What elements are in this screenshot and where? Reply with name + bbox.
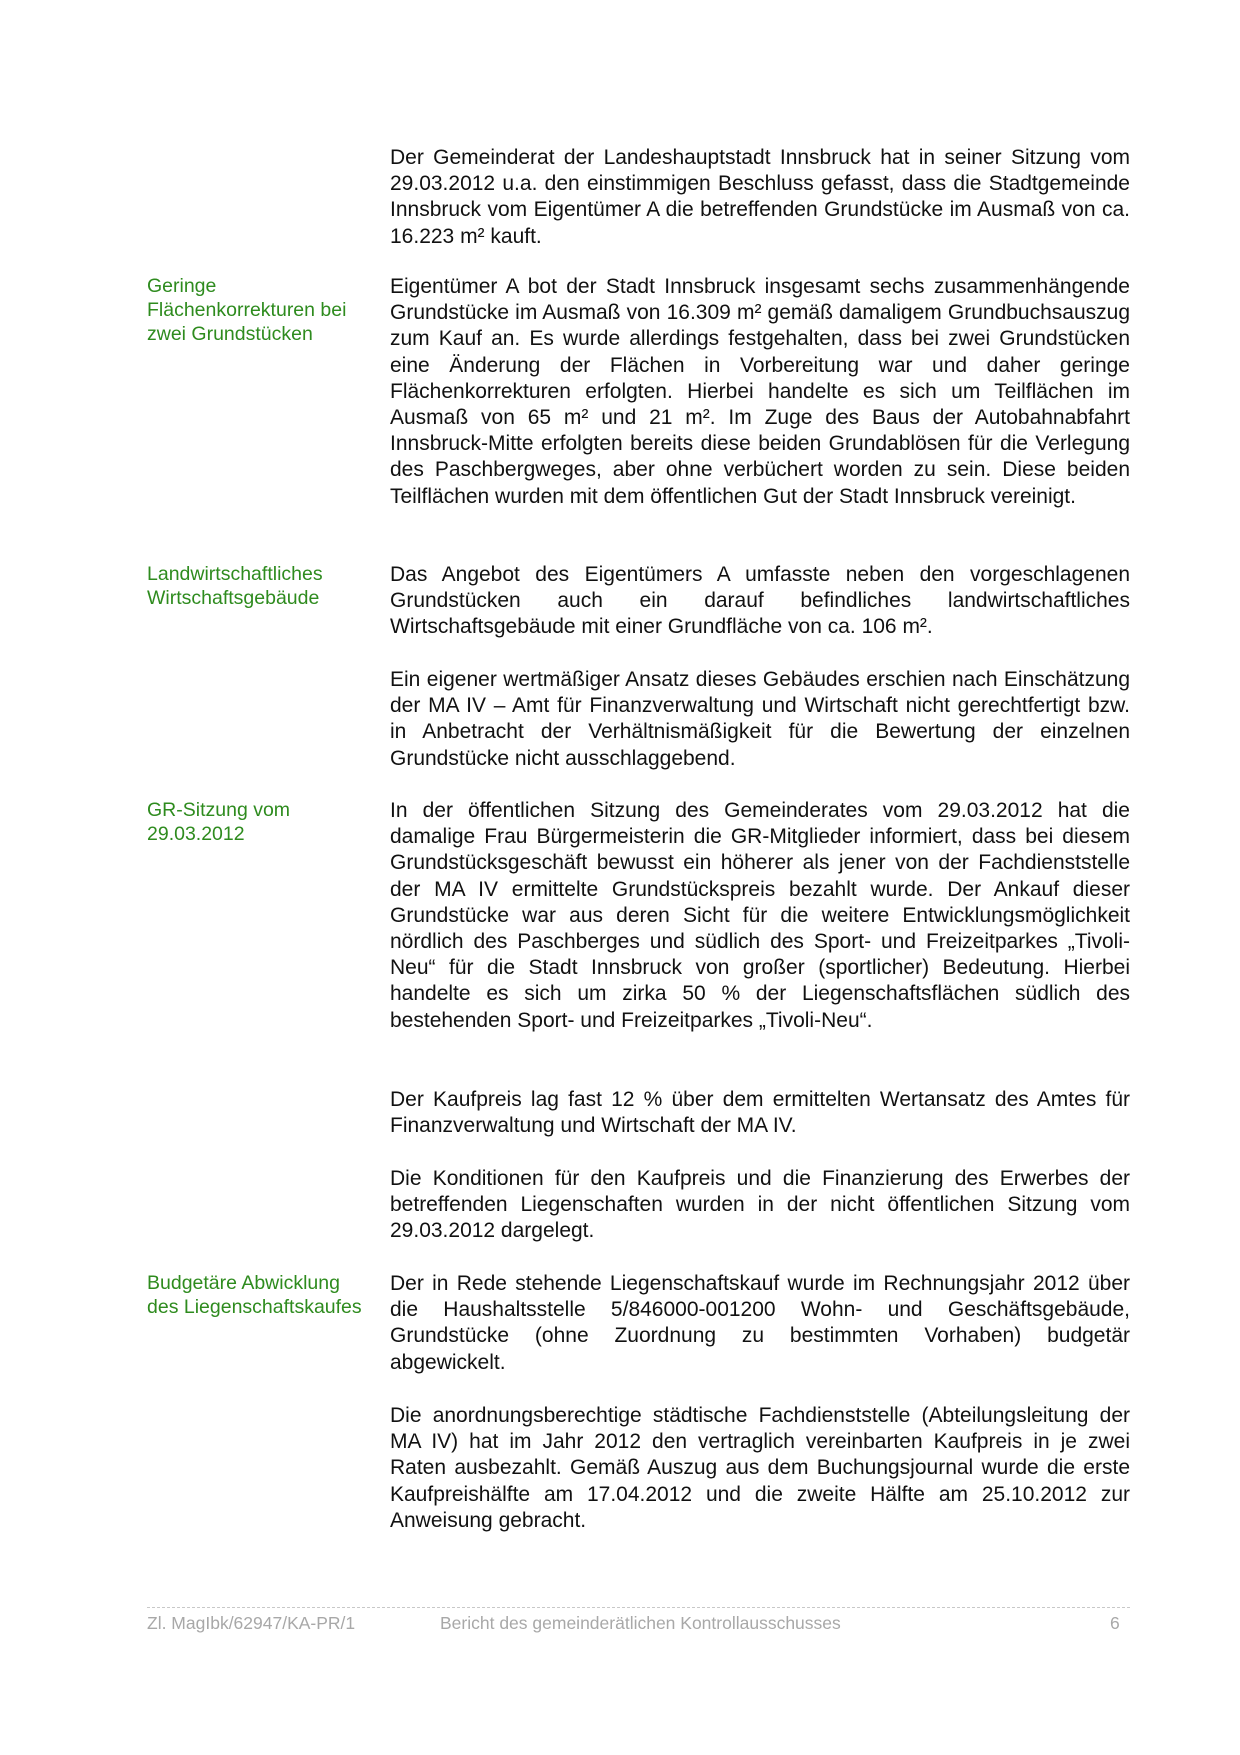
section-budget-raten: [147, 1403, 1130, 1532]
footer-reference: Zl. MagIbk/62947/KA-PR/1: [147, 1613, 356, 1633]
margin-note: GR-Sitzung vom 29.03.2012: [147, 799, 291, 845]
paragraph: In der öffentlichen Sitzung des Gemeinderates vom 29.03.2012 hat die damalige Frau Bürgermeisterin die GR-Mitglieder informiert, dass bei diesem Grundstücksgeschäft bewusst ein höherer als jener von der Fachdienststelle der MA IV ermittelte Grundstückspreis bezahlt wurde. Der Ankauf dieser Grundstücke war aus deren Sicht für die weitere Entwicklungsmöglichkeit nördlich des Paschberges und südlich des Sport- und Freizeitparkes „Tivoli-Neu“ für die Stadt Innsbruck von großer (sportlicher) Bedeutung. Hierbei handelte es sich um zirka 50 % der Liegenschaftsflächen südlich des bestehenden Sport- und Freizeitparkes „Tivoli-Neu“.: [390, 799, 1130, 1032]
paragraph: Die anordnungsberechtige städtische Fachdienststelle (Abteilungsleitung der MA IV) hat im Jahr 2012 den vertraglich vereinbarten Kaufpreis in je zwei Raten ausbezahlt. Gemäß Auszug aus dem Buchungsjournal wurde die erste Kaufpreishälfte am 17.04.2012 und die zweite Hälfte am 25.10.2012 zur Anweisung gebracht.: [390, 1404, 1130, 1532]
footer-page-number: 6: [1110, 1613, 1120, 1633]
section-flaechenkorrekturen: [147, 274, 1130, 544]
section-gr-sitzung-kaufpreis: [147, 1087, 1130, 1143]
paragraph: Eigentümer A bot der Stadt Innsbruck insgesamt sechs zusammenhängende Grundstücke im Ausmaß von 16.309 m² gemäß damaligem Grundbuchsauszug zum Kauf an. Es wurde allerdings festgehalten, dass bei zwei Grundstücken eine Änderung der Flächen in Vorbereitung war und daher geringe Flächenkorrekturen erfolgten. Hierbei handelte es sich um Teilflächen im Ausmaß von 65 m² und 21 m². Im Zuge des Baus der Autobahnabfahrt Innsbruck-Mitte erfolgten bereits diese beiden Grundablösen für die Verlegung des Paschbergweges, aber ohne verbüchert worden zu sein. Diese beiden Teilflächen wurden mit dem öffentlichen Gut der Stadt Innsbruck vereinigt.: [390, 275, 1130, 508]
section-gr-sitzung: [147, 798, 1130, 1068]
section-wirtschaftsgebaeude-cont: [147, 667, 1130, 777]
paragraph: Die Konditionen für den Kaufpreis und die Finanzierung des Erwerbes der betreffenden Liegenschaften wurden in der nicht öffentlichen Sitzung vom 29.03.2012 dargelegt.: [390, 1167, 1130, 1243]
paragraph: Das Angebot des Eigentümers A umfasste neben den vorgeschlagenen Grundstücken auch ein darauf befindliches landwirtschaftliches Wirtschaftsgebäude mit einer Grundfläche von ca. 106 m².: [390, 563, 1130, 639]
section-gr-sitzung-konditionen: [147, 1166, 1130, 1248]
paragraph: Ein eigener wertmäßiger Ansatz dieses Gebäudes erschien nach Einschätzung der MA IV – Amt für Finanzverwaltung und Wirtschaft nicht gerechtfertigt bzw. in Anbetracht der Verhältnismäßigkeit für die Bewertung der einzelnen Grundstücke nicht ausschlaggebend.: [390, 668, 1130, 770]
paragraph: Der Kaufpreis lag fast 12 % über dem ermittelten Wertansatz des Amtes für Finanzverwaltung und Wirtschaft der MA IV.: [390, 1088, 1130, 1138]
paragraph: Der Gemeinderat der Landeshauptstadt Innsbruck hat in seiner Sitzung vom 29.03.2012 u.a. den einstimmigen Beschluss gefasst, dass die Stadtgemeinde Innsbruck vom Eigentümer A die betreffenden Grundstücke im Ausmaß von ca. 16.223 m² kauft.: [390, 146, 1130, 248]
footer-divider: [147, 1607, 1130, 1608]
section-budget: [147, 1271, 1130, 1381]
footer-title: Bericht des gemeinderätlichen Kontrollausschusses: [440, 1613, 841, 1633]
margin-note: Budgetäre Abwicklung des Liegenschaftskaufes: [147, 1272, 362, 1318]
section-intro: [147, 145, 1130, 255]
margin-note: Landwirtschaftliches Wirtschaftsgebäude: [147, 563, 323, 609]
paragraph: Der in Rede stehende Liegenschaftskauf wurde im Rechnungsjahr 2012 über die Haushaltsstelle 5/846000-001200 Wohn- und Geschäftsgebäude, Grundstücke (ohne Zuordnung zu bestimmten Vorhaben) budgetär abgewickelt.: [390, 1272, 1130, 1374]
section-wirtschaftsgebaeude: [147, 562, 1130, 642]
margin-note: Geringe Flächenkorrekturen bei zwei Grundstücken: [147, 275, 347, 345]
